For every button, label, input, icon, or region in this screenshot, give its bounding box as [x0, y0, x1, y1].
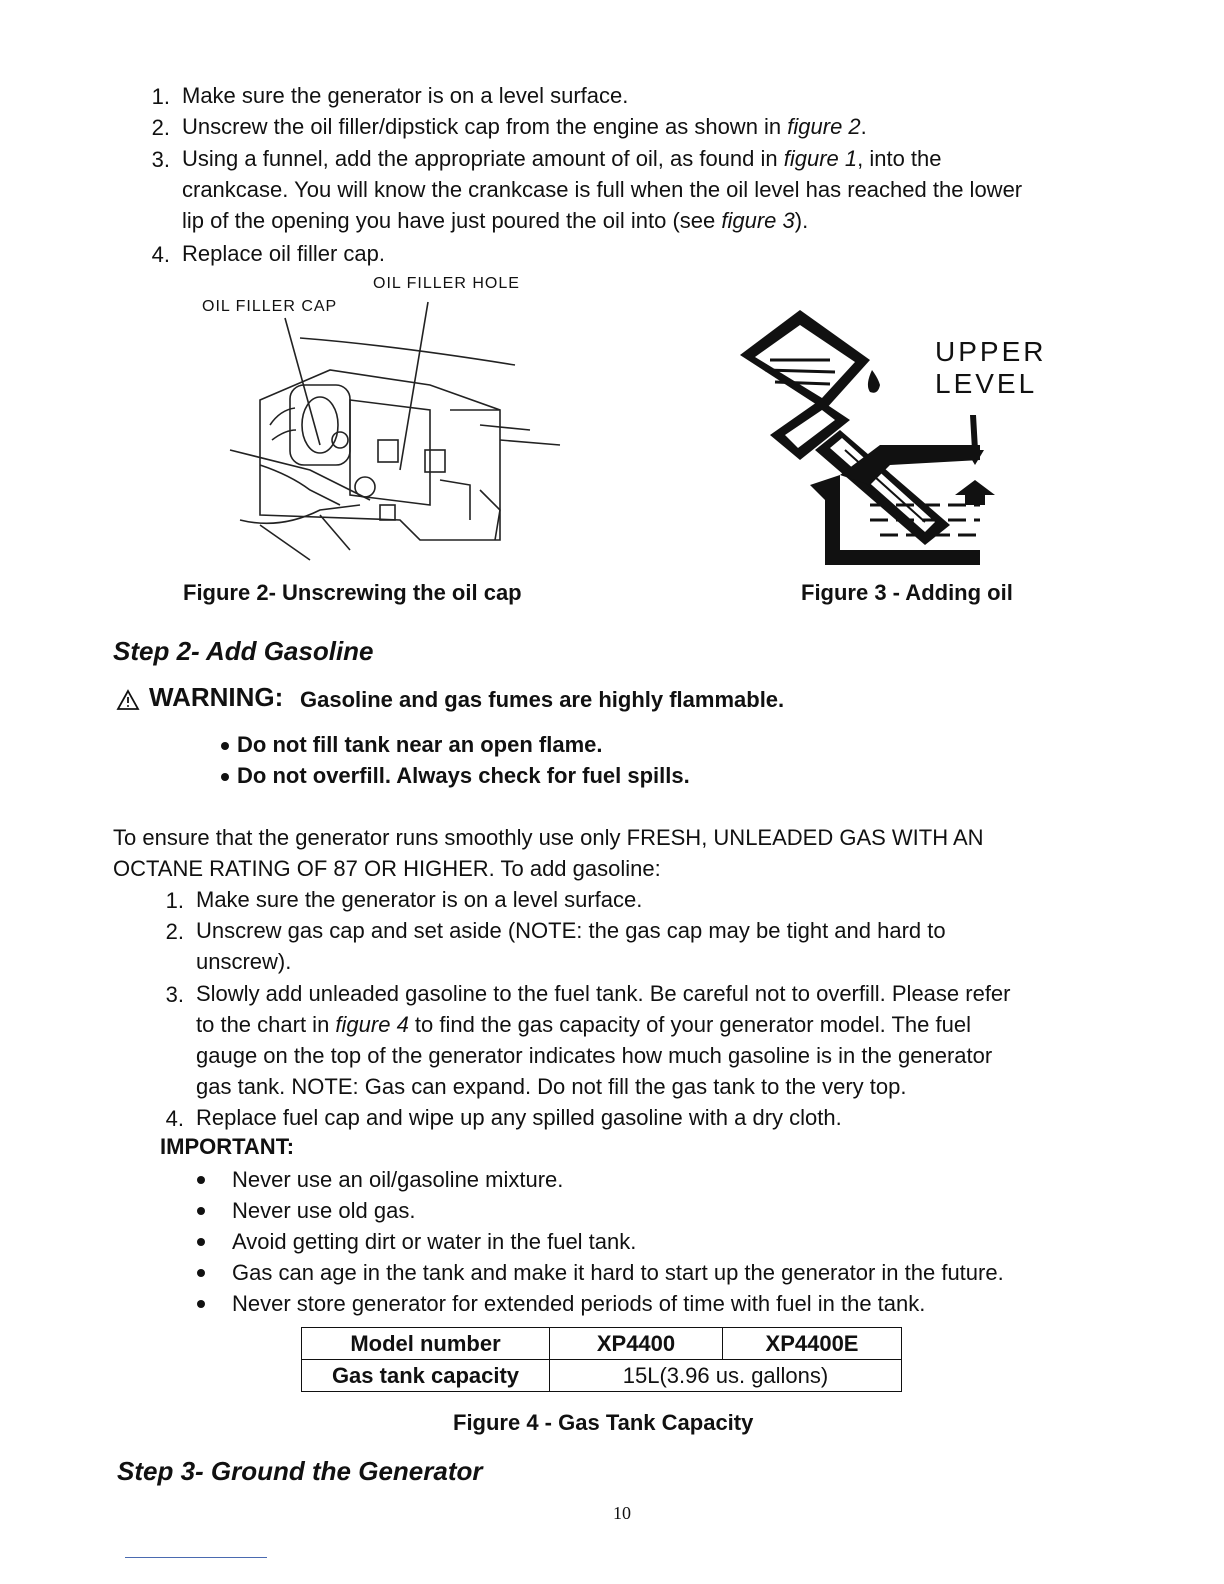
gas-tank-capacity-table: [301, 1327, 902, 1392]
important-bullet: Never use an oil/gasoline mixture.: [232, 1167, 564, 1192]
table-row: [302, 1360, 902, 1392]
table-cell: Model number: [302, 1328, 550, 1360]
figure-reference: figure 3: [721, 208, 795, 233]
bullet-dot: [197, 1176, 205, 1184]
level-label: LEVEL: [935, 368, 1038, 399]
figure-2-caption: Figure 2- Unscrewing the oil cap: [183, 580, 522, 605]
important-bullet: Gas can age in the tank and make it hard to start up the generator in the future.: [232, 1260, 1004, 1285]
page-number: 10: [613, 1503, 631, 1523]
table-cell: 15L(3.96 us. gallons): [550, 1360, 902, 1392]
figure-reference: figure 1: [783, 146, 858, 171]
warning-bullet: Do not overfill. Always check for fuel spills.: [237, 763, 690, 788]
warning-triangle-icon: [116, 689, 140, 711]
warning-bullet: Do not fill tank near an open flame.: [237, 732, 603, 757]
bullet-dot: [197, 1300, 205, 1308]
bullet-dot: [221, 742, 229, 750]
important-bullet: Never store generator for extended periods of time with fuel in the tank.: [232, 1291, 926, 1316]
footer-rule: [125, 1557, 267, 1558]
figure-reference: figure 4: [335, 1012, 409, 1037]
figure-reference: figure 2: [787, 114, 861, 139]
figure-4-caption: Figure 4 - Gas Tank Capacity: [453, 1410, 754, 1435]
bullet-dot: [221, 773, 229, 781]
warning-text: Gasoline and gas fumes are highly flammable.: [300, 687, 785, 712]
warning-word: WARNING:: [149, 682, 284, 712]
table-cell: Gas tank capacity: [302, 1360, 550, 1392]
table-cell: XP4400E: [723, 1328, 902, 1360]
important-bullet: Avoid getting dirt or water in the fuel tank.: [232, 1229, 637, 1254]
bullet-dot: [197, 1238, 205, 1246]
important-label: IMPORTANT:: [160, 1134, 295, 1159]
table-row: [302, 1328, 902, 1360]
bullet-dot: [197, 1207, 205, 1215]
step-3-heading: Step 3- Ground the Generator: [117, 1456, 483, 1486]
upper-label: UPPER: [935, 336, 1047, 367]
important-bullet: Never use old gas.: [232, 1198, 416, 1223]
oil-filler-cap-label: OIL FILLER CAP: [202, 298, 338, 315]
bullet-dot: [197, 1269, 205, 1277]
engine-oil-cap-illustration: [200, 290, 570, 580]
table-cell: XP4400: [550, 1328, 723, 1360]
figure-3-caption: Figure 3 - Adding oil: [801, 580, 1013, 605]
oil-filler-hole-label: OIL FILLER HOLE: [373, 275, 520, 292]
step-2-heading: Step 2- Add Gasoline: [113, 636, 374, 666]
